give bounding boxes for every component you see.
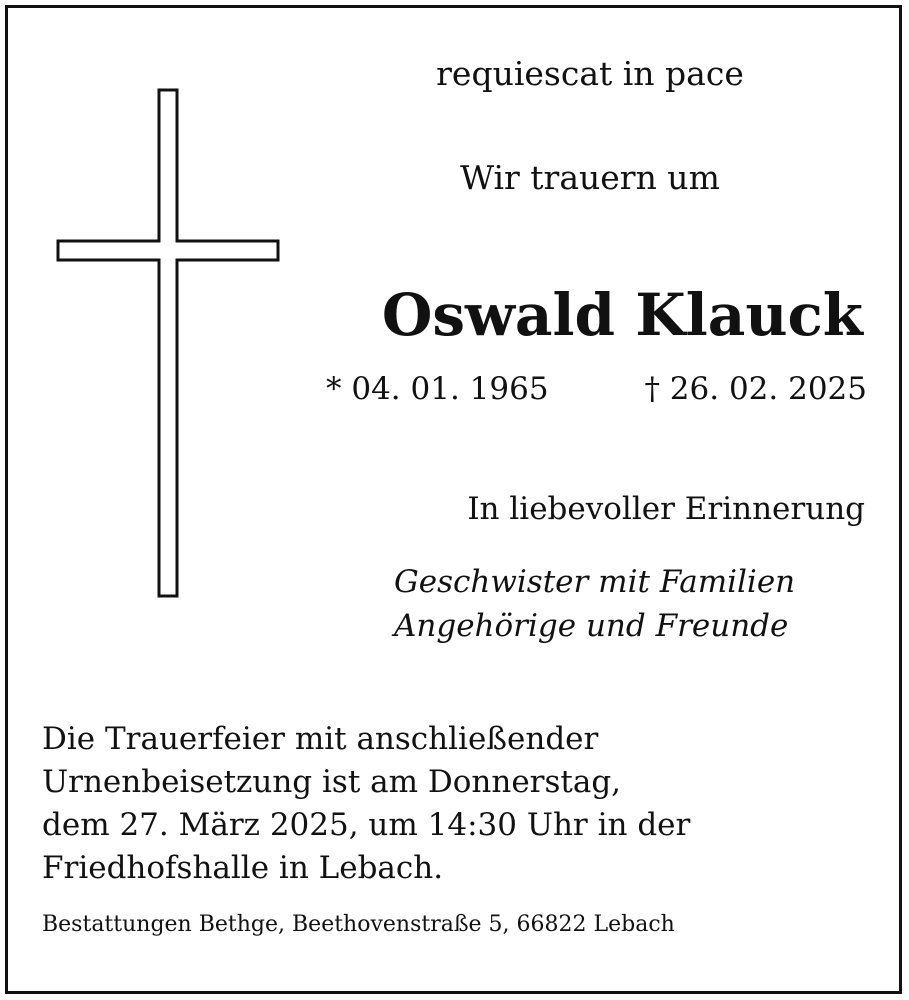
service-line: Die Trauerfeier mit anschließender (42, 721, 599, 757)
mourner-line: Geschwister mit Familien (394, 564, 796, 600)
mourners (394, 560, 795, 648)
mourner-line: Angehörige und Freunde (394, 608, 789, 644)
motto: requiescat in pace (436, 54, 744, 93)
birth-date: * 04. 01. 1965 (326, 371, 549, 407)
service-line: Friedhofshalle in Lebach. (42, 850, 444, 886)
service-line: Urnenbeisetzung ist am Donnerstag, (42, 764, 622, 800)
death-date: † 26. 02. 2025 (644, 371, 867, 407)
undertaker-info: Bestattungen Bethge, Beethovenstraße 5, 66822 Lebach (42, 912, 675, 937)
cross-icon (56, 88, 282, 600)
service-details (42, 718, 690, 890)
memory-line: In liebevoller Erinnerung (467, 491, 865, 527)
service-line: dem 27. März 2025, um 14:30 Uhr in der (42, 807, 691, 843)
deceased-name: Oswald Klauck (381, 281, 863, 349)
intro-text: Wir trauern um (460, 158, 720, 197)
